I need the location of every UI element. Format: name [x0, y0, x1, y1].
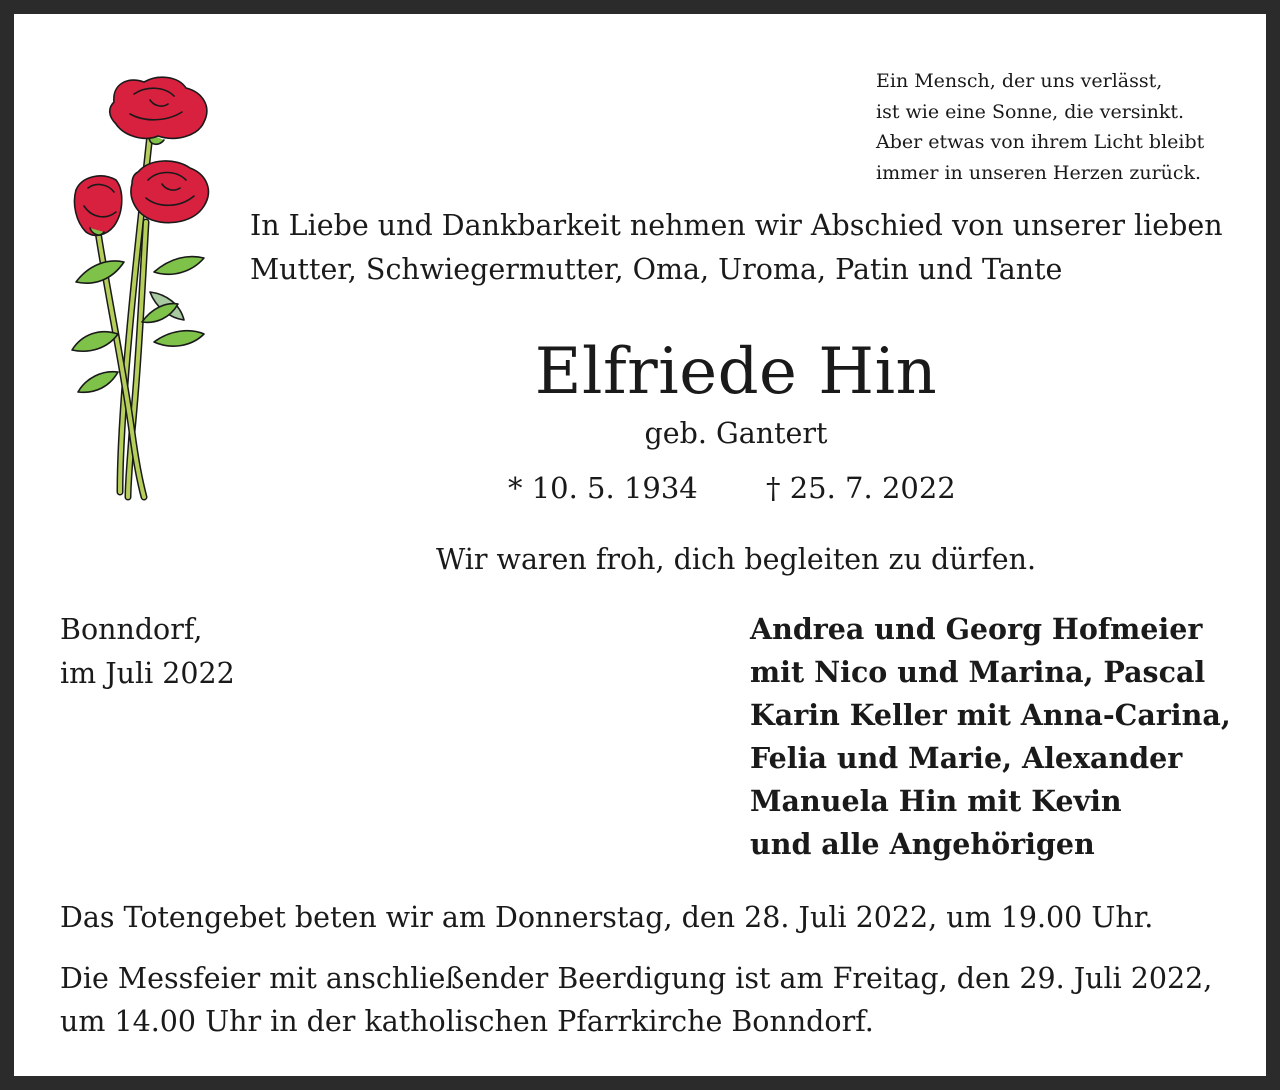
- deceased-name: Elfriede Hin: [534, 335, 938, 409]
- rose-bouquet-icon: [54, 72, 244, 512]
- prayer-notice: Das Totengebet beten wir am Donnerstag, den 28. Juli 2022, um 19.00 Uhr.: [60, 901, 1154, 934]
- maiden-name: geb. Gantert: [644, 417, 828, 450]
- motto: Wir waren froh, dich begleiten zu dürfen.: [435, 543, 1037, 576]
- death-date: † 25. 7. 2022: [766, 471, 956, 505]
- memorial-quote: Ein Mensch, der uns verlässt, ist wie eine Sonne, die versinkt. Aber etwas von ihrem Licht bleibt immer in unseren Herzen zurück.: [876, 70, 1205, 184]
- place-and-date: Bonndorf, im Juli 2022: [60, 613, 235, 690]
- funeral-mass-notice: Die Messfeier mit anschließender Beerdigung ist am Freitag, den 29. Juli 2022, um 14.00 Uhr in der katholischen Pfarrkirche Bonndorf.: [60, 962, 1213, 1038]
- obituary-card: [14, 14, 1266, 1076]
- mourners-list: Andrea und Georg Hofmeier mit Nico und Marina, Pascal Karin Keller mit Anna-Carina, Felia und Marie, Alexander Manuela Hin mit Kevin und alle Angehörigen: [750, 612, 1231, 861]
- farewell-intro: In Liebe und Dankbarkeit nehmen wir Abschied von unserer lieben Mutter, Schwiegermutter, Oma, Uroma, Patin und Tante: [250, 209, 1223, 286]
- birth-date: * 10. 5. 1934: [508, 471, 698, 505]
